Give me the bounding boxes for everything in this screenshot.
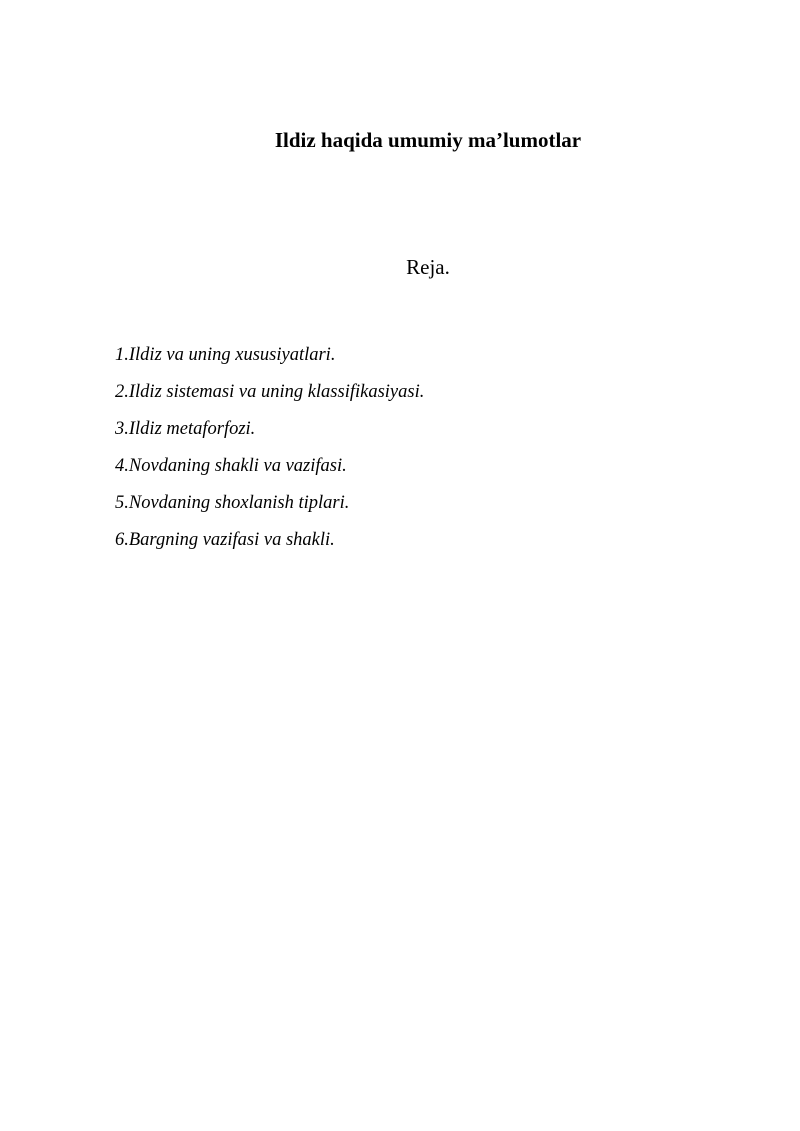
plan-list [115, 337, 424, 559]
plan-heading: Reja. [406, 255, 450, 279]
plan-item: 4.Novdaning shakli va vazifasi. [115, 456, 347, 476]
plan-item: 2.Ildiz sistemasi va uning klassifikasiyasi. [115, 382, 425, 402]
document-title: Ildiz haqida umumiy ma’lumotlar [274, 128, 582, 152]
plan-item: 3.Ildiz metaforfozi. [115, 419, 256, 439]
plan-item: 1.Ildiz va uning xususiyatlari. [115, 345, 336, 365]
plan-item: 6.Bargning vazifasi va shakli. [115, 530, 335, 550]
plan-item: 5.Novdaning shoxlanish tiplari. [115, 493, 350, 513]
